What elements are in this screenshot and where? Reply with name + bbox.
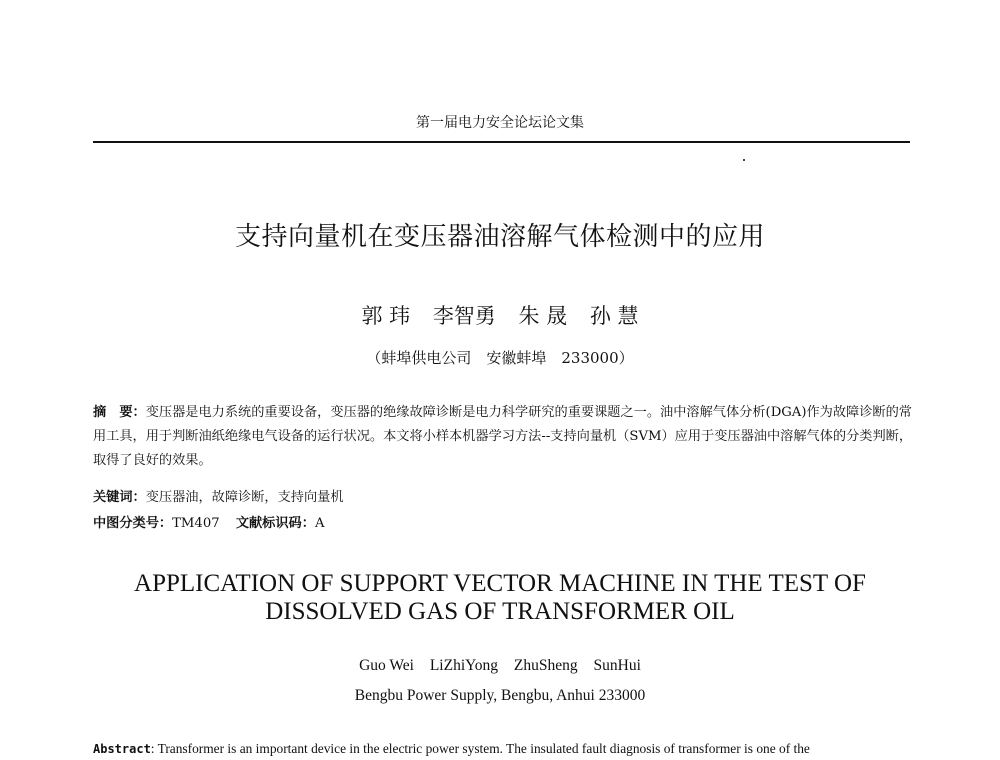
classification-value: TM407: [172, 516, 220, 531]
chinese-keywords-label: 关键词：: [93, 490, 146, 505]
english-title: [0, 570, 1000, 626]
english-author-3: ZhuSheng: [513, 657, 578, 674]
chinese-authors: [0, 300, 1000, 330]
author-2: 李智勇: [432, 304, 496, 328]
english-author-1: Guo Wei: [359, 657, 414, 674]
english-title-line-1: APPLICATION OF SUPPORT VECTOR MACHINE IN THE TEST OF: [134, 570, 866, 597]
header-rule: [93, 141, 910, 143]
author-4: 孙 慧: [589, 304, 639, 328]
english-author-4: SunHui: [593, 657, 641, 674]
english-abstract-label: Abstract: [93, 742, 151, 756]
english-abstract: [93, 741, 923, 757]
author-3: 朱 晟: [518, 304, 568, 328]
chinese-abstract: [93, 401, 915, 473]
scan-speck: [743, 159, 745, 161]
chinese-title: 支持向量机在变压器油溶解气体检测中的应用: [234, 222, 765, 252]
chinese-affiliation: （蚌埠供电公司 安徽蚌埠 233000）: [366, 349, 634, 367]
author-1: 郭 玮: [361, 304, 411, 328]
english-authors: [0, 657, 1000, 675]
chinese-abstract-text: 变压器是电力系统的重要设备，变压器的绝缘故障诊断是电力科学研究的重要课题之一。油中溶解气体分析(DGA)作为故障诊断的常用工具，用于判断油纸绝缘电气设备的运行状况。本文将小样本机器学习方法--支持向量机（SVM）应用于变压器油中溶解气体的分类判断，取得了良好的效果。: [93, 405, 913, 468]
english-author-2: LiZhiYong: [429, 657, 499, 674]
document-code-value: A: [314, 516, 325, 531]
running-header: 第一届电力安全论坛论文集: [416, 115, 584, 131]
english-abstract-text: : Transformer is an important device in the electric power system. The insulated fault diagnosis of transformer is one of the: [150, 741, 810, 756]
document-code-label: 文献标识码：: [235, 516, 315, 531]
chinese-classification: [93, 512, 915, 536]
chinese-keywords: [93, 486, 915, 510]
english-affiliation: Bengbu Power Supply, Bengbu, Anhui 233000: [354, 687, 646, 704]
chinese-keywords-text: 变压器油，故障诊断，支持向量机: [145, 490, 344, 505]
english-title-line-2: DISSOLVED GAS OF TRANSFORMER OIL: [265, 598, 735, 625]
chinese-abstract-label: 摘 要：: [93, 405, 146, 420]
classification-label: 中图分类号：: [93, 516, 173, 531]
